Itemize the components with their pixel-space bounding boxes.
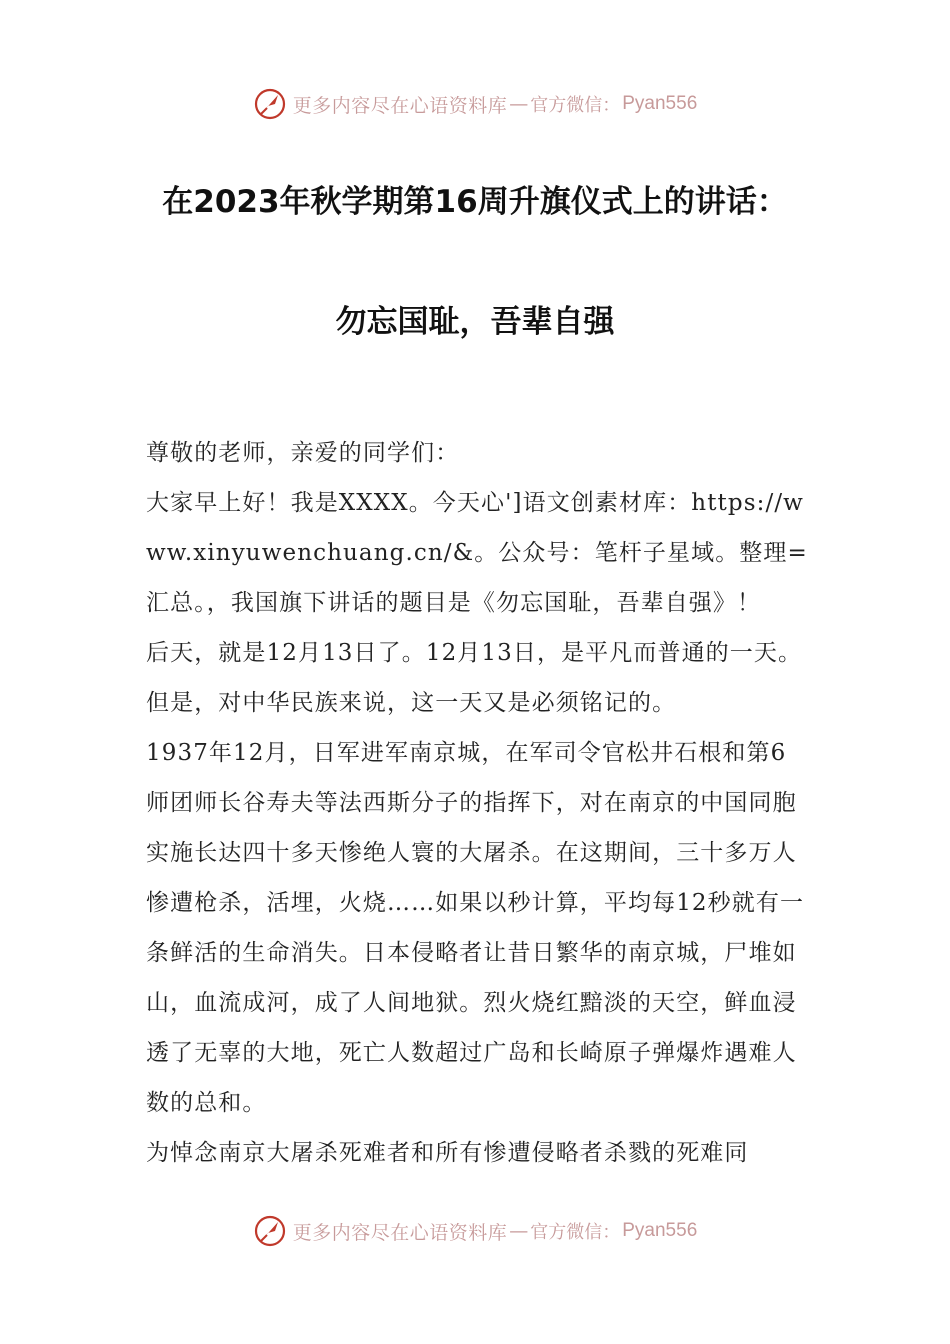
watermark-handle: Pyan556 xyxy=(622,93,698,114)
paragraph-history: 1937年12月，日军进军南京城，在军司令官松井石根和第6师团师长谷寿夫等法西斯分子的指挥下，对在南京的中国同胞实施长达四十多天惨绝人寰的大屠杀。在这期间，三十多万人惨遭枪杀，活埋，火烧……如果以秒计算，平均每12秒就有一条鲜活的生命消失。日本侵略者让昔日繁华的南京城，尸堆如山，血流成河，成了人间地狱。烈火烧红黯淡的天空，鲜血浸透了无辜的大地，死亡人数超过广岛和长崎原子弹爆炸遇难人数的总和。 xyxy=(146,740,805,1116)
watermark-handle: Pyan556 xyxy=(622,1220,698,1241)
watermark-label: 更多内容尽在心语资料库 xyxy=(292,94,508,117)
paragraph-memorial: 为悼念南京大屠杀死难者和所有惨遭侵略者杀戮的死难同 xyxy=(146,1140,749,1166)
watermark-wechat-label: 官方微信： xyxy=(530,95,621,116)
watermark-wechat-label: 官方微信： xyxy=(530,1222,621,1243)
footer-watermark xyxy=(0,1211,950,1251)
paragraph-intro: 大家早上好！我是XXXX。今天心']语文创素材库：https://www.xinyuwenchuang.cn/&。公众号：笔杆子星域。整理=汇总。，我国旗下讲话的题目是《勿忘国耻，吾辈自强》！ xyxy=(146,490,808,616)
paragraph-greeting: 尊敬的老师，亲爱的同学们： xyxy=(146,440,460,466)
page-title-line1: 在2023年秋学期第16周升旗仪式上的讲话： xyxy=(162,184,788,220)
watermark-dash: — xyxy=(509,93,529,115)
quill-logo-icon xyxy=(253,87,287,121)
watermark-dash: — xyxy=(509,1220,529,1242)
header-watermark xyxy=(0,84,950,124)
speech-body xyxy=(146,428,808,1178)
page-title-line2: 勿忘国耻，吾辈自强 xyxy=(335,304,615,340)
watermark-label: 更多内容尽在心语资料库 xyxy=(292,1221,508,1244)
quill-logo-icon xyxy=(253,1214,287,1248)
paragraph-date: 后天，就是12月13日了。12月13日，是平凡而普通的一天。但是，对中华民族来说，这一天又是必须铭记的。 xyxy=(146,640,803,716)
